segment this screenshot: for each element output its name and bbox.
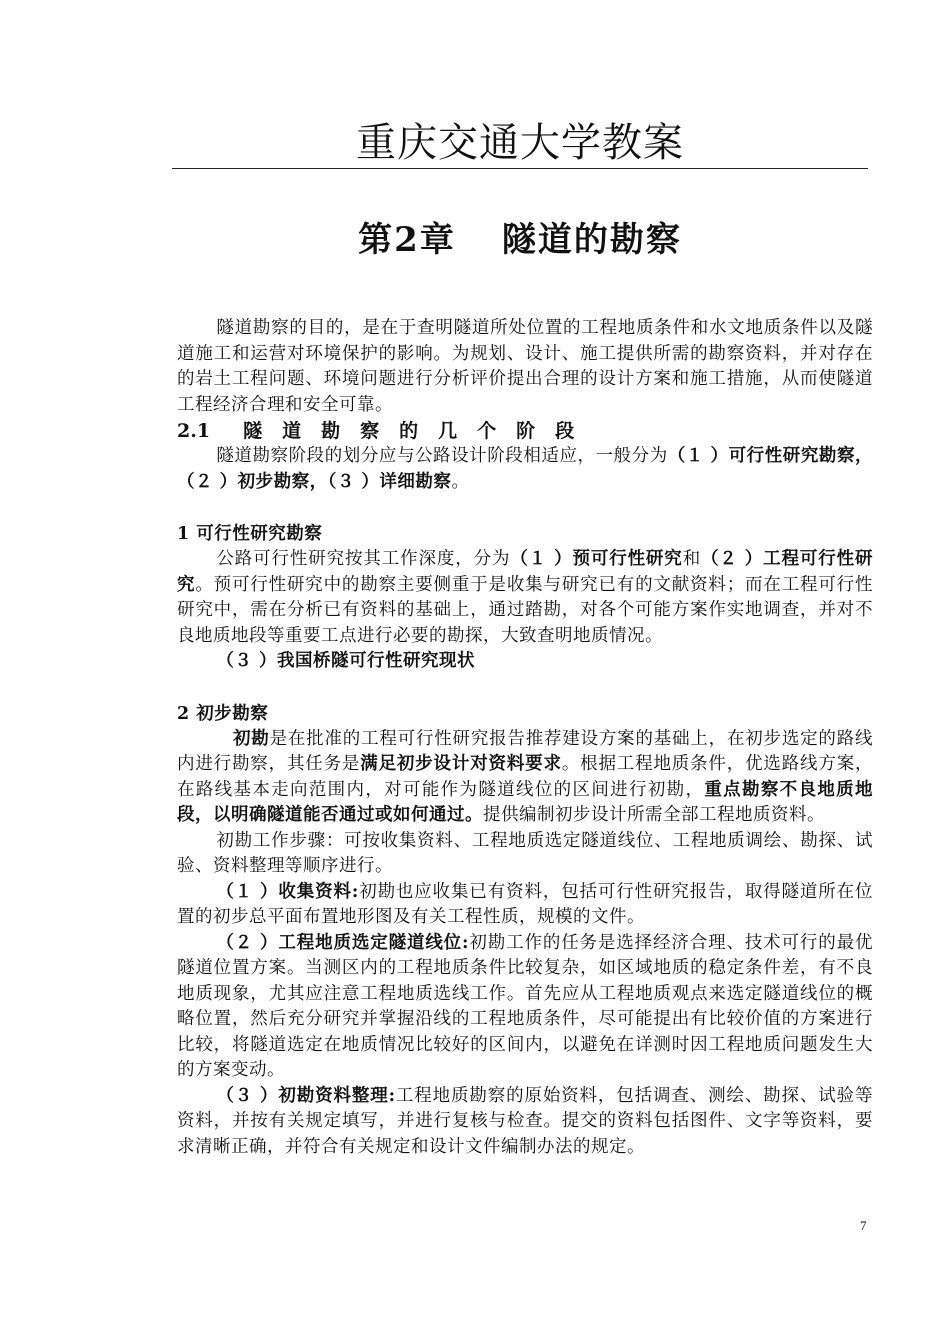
bold-run: （３ ）我国桥隧可行性研究现状 bbox=[216, 651, 475, 671]
chapter-title bbox=[172, 216, 868, 264]
page-number: 7 bbox=[860, 1218, 867, 1233]
section-2-1-paragraph bbox=[177, 444, 873, 495]
preliminary-heading: 2 初步勘察 bbox=[177, 703, 269, 724]
bold-run: 满足初步设计对资料要求 bbox=[360, 754, 562, 774]
bold-run: 初勘 bbox=[233, 728, 270, 749]
text-run: 隧道勘察阶段的划分应与公路设计阶段相适应，一般分为 bbox=[216, 446, 668, 466]
section-title: 隧道勘察的几个阶段 bbox=[243, 420, 595, 442]
feasibility-heading: 1 可行性研究勘察 bbox=[177, 524, 323, 544]
bold-run: （２ ）工程地质选定隧道线位: bbox=[216, 932, 470, 953]
section-number: 2.1 bbox=[177, 420, 211, 442]
feasibility-paragraph bbox=[177, 547, 873, 649]
steps-paragraph: 初勘工作步骤：可按收集资料、工程地质选定隧道线位、工程地质调绘、勘探、试验、资料整理等顺序进行。 bbox=[177, 830, 873, 876]
text-run: 提供编制初步设计所需全部工程地质资料。 bbox=[483, 805, 825, 825]
step-1-paragraph bbox=[177, 880, 873, 931]
header-title: 重庆交通大学教案 bbox=[356, 120, 684, 166]
bold-run: 重点勘察不良地质地段，以明确隧道能否通过或如何通过。 bbox=[177, 779, 874, 825]
text-run: 初勘工作的任务是选择经济合理、技术可行的最优隧道位置方案。当测区内的工程地质条件比较复杂，如区域地质的稳定条件差，有不良地质现象，尤其应注意工程地质选线工作。首先应从工程地质观点来选定隧道线位的概略位置，然后充分研究并掌握沿线的工程地质条件，尽可能提出有比较价值的方案进行比较，将隧道选定在地质情况比较好的区间内，以避免在详测时因工程地质问题发生大的方案变动。 bbox=[177, 932, 873, 1080]
text-run: 。 bbox=[451, 471, 470, 492]
text-run: 初勘也应收集已有资料，包括可行性研究报告，取得隧道所在位置的初步总平面布置地形图及有关工程性质，规模的文件。 bbox=[177, 881, 874, 927]
text-run: 。根据工程地质条件，优选路线方案，在路线基本走向范围内，对可能作为隧道线位的区间进行初勘， bbox=[177, 754, 874, 800]
intro-paragraph: 隧道勘察的目的，是在于查明隧道所处位置的工程地质条件和水文地质条件以及隧道施工和运营对环境保护的影响。为规划、设计、施工提供所需的勘察资料，并对存在的岩土工程问题、环境问题进行分析评价提出合理的设计方案和施工措施，从而使隧道工程经济合理和安全可靠。 bbox=[177, 318, 873, 415]
text-run: 公路可行性研究按其工作深度，分为 bbox=[216, 549, 511, 569]
text-run: 。预可行性研究中的勘察主要侧重于是收集与研究已有的文献资料；而在工程可行性研究中，需在分析已有资料的基础上，通过踏勘，对各个可能方案作实地调查，并对不良地质地段等重要工点进行必要的勘探，大致查明地质情况。 bbox=[177, 574, 874, 646]
bold-run: （３ ）初勘资料整理: bbox=[216, 1085, 396, 1106]
bold-run: （１ ）预可行性研究 bbox=[510, 549, 683, 569]
chapter-name: 隧道的勘察 bbox=[501, 220, 682, 260]
page-header bbox=[172, 118, 868, 169]
bold-run: （１ ）收集资料: bbox=[216, 881, 359, 902]
text-run: 工程地质勘察的原始资料，包括调查、测绘、勘探、试验等资料，并按有关规定填写，并进行复核与检查。提交的资料包括图件、文字等资料，要求清晰正确，并符合有关规定和设计文件编制办法的规定。 bbox=[177, 1085, 873, 1157]
bold-run: （２ ）工程可行性研究 bbox=[177, 549, 874, 595]
body-content bbox=[177, 316, 873, 1160]
feasibility-item-3 bbox=[177, 649, 873, 675]
chapter-number: 第2章 bbox=[358, 220, 456, 260]
bold-run: （１ ）可行性研究勘察，（２ ）初步勘察，（３ ）详细勘察 bbox=[177, 446, 874, 492]
step-2-paragraph bbox=[177, 931, 873, 1084]
preliminary-paragraph bbox=[177, 727, 873, 829]
section-heading-2-1 bbox=[177, 418, 873, 444]
step-3-paragraph bbox=[177, 1084, 873, 1161]
text-run: 和 bbox=[682, 549, 702, 569]
text-run: 是在批准的工程可行性研究报告推荐建设方案的基础上，在初步选定的路线内进行勘察，其任务是 bbox=[177, 728, 874, 774]
